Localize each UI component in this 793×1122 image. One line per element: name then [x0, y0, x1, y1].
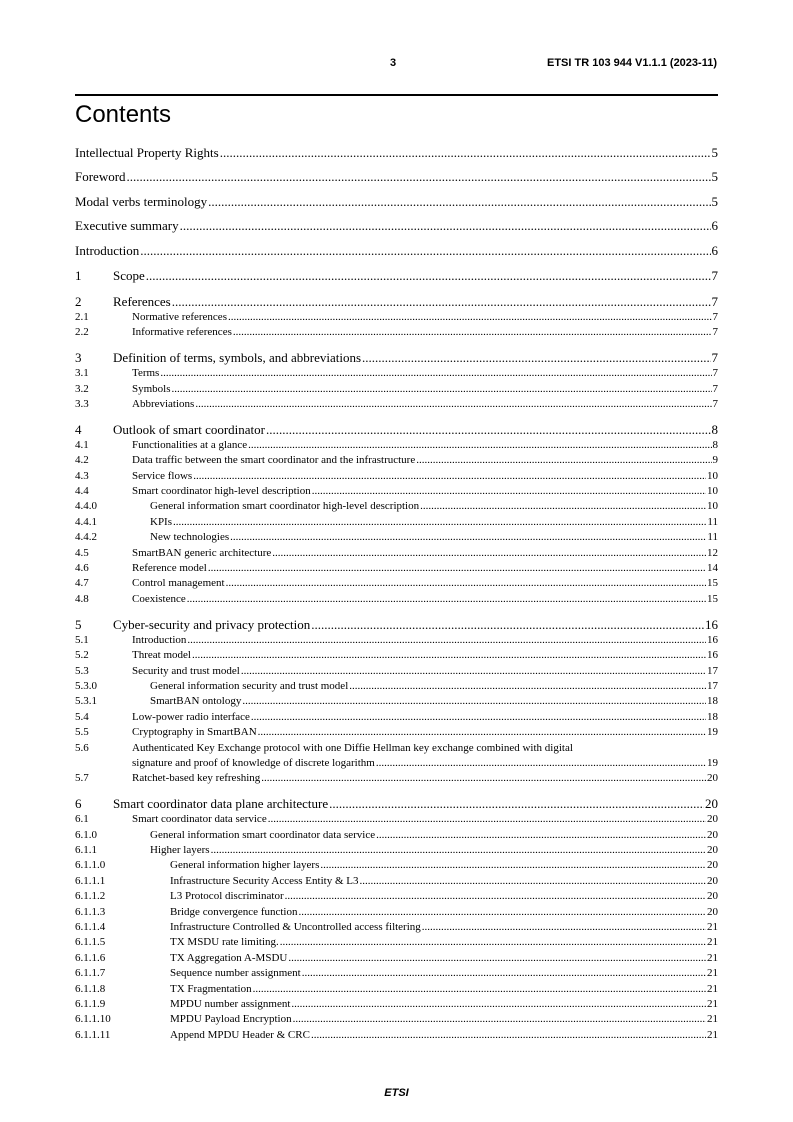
toc-entry-page: 10	[707, 485, 718, 498]
toc-entry-number: 6	[75, 796, 82, 812]
toc-leader-dots	[230, 530, 706, 545]
toc-entry-title: Abbreviations	[132, 397, 195, 410]
toc-entry-title: Scope	[113, 268, 145, 284]
toc-leader-dots	[261, 771, 706, 786]
toc-leader-dots	[180, 218, 711, 234]
toc-entry-number: 6.1.1.9	[75, 997, 106, 1010]
toc-entry[interactable]	[75, 469, 718, 484]
toc-leader-dots	[208, 194, 710, 210]
toc-leader-dots	[211, 843, 706, 858]
toc-entry-page: 7	[711, 268, 718, 284]
toc-entry[interactable]	[75, 935, 718, 950]
toc-entry-title: Terms	[132, 367, 160, 380]
toc-entry[interactable]	[75, 268, 718, 284]
toc-entry-title: General information smart coordinator data service	[150, 828, 376, 841]
toc-entry-number: 6.1.1.6	[75, 951, 106, 964]
toc-entry[interactable]	[75, 951, 718, 966]
toc-entry[interactable]	[75, 710, 718, 725]
toc-entry-title: Normative references	[132, 310, 227, 323]
toc-entry-number: 6.1.1.5	[75, 936, 106, 949]
toc-entry-number: 6.1.0	[75, 828, 97, 841]
toc-entry-title: Control management	[132, 577, 225, 590]
toc-entry-number: 4.6	[75, 562, 89, 575]
toc-entry[interactable]	[75, 828, 718, 843]
toc-entry-number: 5.6	[75, 741, 89, 754]
toc-entry[interactable]	[75, 741, 718, 756]
toc-entry[interactable]	[75, 843, 718, 858]
toc-leader-dots	[311, 1028, 706, 1043]
toc-entry-title: SmartBAN generic architecture	[132, 546, 272, 559]
toc-entry[interactable]	[75, 499, 718, 514]
header-rule	[75, 94, 718, 96]
toc-entry-number: 5.4	[75, 710, 89, 723]
toc-entry-page: 19	[707, 756, 718, 769]
toc-entry-number: 6.1.1.10	[75, 1013, 111, 1026]
toc-entry[interactable]	[75, 438, 718, 453]
toc-leader-dots	[195, 397, 711, 412]
toc-leader-dots	[193, 469, 706, 484]
toc-entry-page: 5	[711, 169, 718, 185]
toc-leader-dots	[233, 325, 712, 340]
toc-entry-number: 6.1.1.1	[75, 874, 106, 887]
toc-entry-page: 7	[711, 350, 718, 366]
toc-entry-title: TX Aggregation A-MSDU	[170, 951, 288, 964]
toc-entry-page: 20	[707, 844, 718, 857]
toc-entry-page: 10	[707, 469, 718, 482]
toc-entry-number: 5.3.0	[75, 679, 97, 692]
toc-leader-dots	[349, 679, 706, 694]
page-title: Contents	[75, 101, 172, 128]
toc-entry-title: General information smart coordinator high-level description	[150, 500, 420, 513]
toc-entry-number: 5.3	[75, 664, 89, 677]
toc-entry-page: 8	[712, 438, 718, 451]
toc-leader-dots	[192, 648, 706, 663]
toc-entry-number: 5.5	[75, 726, 89, 739]
toc-leader-dots	[220, 145, 711, 161]
toc-entry-page: 20	[707, 813, 718, 826]
toc-entry[interactable]	[75, 679, 718, 694]
toc-entry[interactable]	[75, 982, 718, 997]
toc-entry[interactable]	[75, 633, 718, 648]
toc-entry-page: 17	[707, 679, 718, 692]
toc-entry-number: 5.3.1	[75, 695, 97, 708]
toc-leader-dots	[376, 756, 706, 771]
toc-entry[interactable]	[75, 997, 718, 1012]
toc-entry-page: 20	[707, 905, 718, 918]
toc-leader-dots	[302, 966, 706, 981]
toc-leader-dots	[285, 889, 706, 904]
toc-entry-page: 20	[707, 859, 718, 872]
toc-entry-number: 4.7	[75, 577, 89, 590]
toc-entry-title: General information security and trust model	[150, 679, 349, 692]
toc-entry-title: Authenticated Key Exchange protocol with one Diffie Hellman key exchange combined with digital	[132, 741, 573, 754]
toc-leader-dots	[208, 561, 706, 576]
toc-entry-title: Informative references	[132, 326, 232, 339]
toc-entry-number: 6.1.1	[75, 844, 97, 857]
toc-entry-title: Executive summary	[75, 218, 179, 234]
toc-entry-number: 3.3	[75, 397, 89, 410]
toc-leader-dots	[320, 858, 706, 873]
toc-entry-page: 21	[707, 1028, 718, 1041]
toc-entry[interactable]	[75, 169, 718, 185]
toc-entry-page: 6	[711, 218, 718, 234]
toc-entry-title: Reference model	[132, 562, 207, 575]
toc-entry-title: Security and trust model	[132, 664, 240, 677]
toc-entry[interactable]	[75, 796, 718, 812]
toc-entry-title: Definition of terms, symbols, and abbreviations	[113, 350, 362, 366]
toc-entry-page: 11	[707, 531, 718, 544]
toc-entry-number: 2	[75, 293, 82, 309]
toc-entry-page: 18	[707, 695, 718, 708]
toc-leader-dots	[311, 617, 704, 633]
toc-entry-title: Infrastructure Controlled & Uncontrolled access filtering	[170, 921, 421, 934]
toc-entry-title: Bridge convergence function	[170, 905, 298, 918]
toc-entry[interactable]	[75, 858, 718, 873]
toc-entry-page: 21	[707, 982, 718, 995]
toc-entry-page: 17	[707, 664, 718, 677]
toc-leader-dots	[312, 484, 706, 499]
toc-leader-dots	[248, 438, 711, 453]
toc-entry[interactable]	[75, 561, 718, 576]
toc-entry-number: 3.1	[75, 367, 89, 380]
toc-entry[interactable]	[75, 694, 718, 709]
toc-entry-title: Intellectual Property Rights	[75, 145, 219, 160]
toc-entry[interactable]	[75, 874, 718, 889]
toc-entry-page: 21	[707, 921, 718, 934]
toc-entry-title: Functionalities at a glance	[132, 438, 248, 451]
toc-entry-title: MPDU Payload Encryption	[170, 1013, 292, 1026]
toc-entry[interactable]	[75, 664, 718, 679]
toc-entry-title: Ratchet-based key refreshing	[132, 772, 261, 785]
toc-entry-page: 12	[707, 546, 718, 559]
toc-entry[interactable]	[75, 310, 718, 325]
toc-leader-dots	[362, 350, 710, 366]
toc-entry-title: Low-power radio interface	[132, 710, 250, 723]
toc-entry[interactable]	[75, 366, 718, 381]
toc-entry[interactable]	[75, 905, 718, 920]
toc-entry-page: 11	[707, 515, 718, 528]
toc-entry-page: 5	[711, 193, 718, 209]
toc-entry-title: References	[113, 293, 171, 309]
toc-entry-page: 21	[707, 936, 718, 949]
toc-leader-dots	[242, 694, 706, 709]
toc-entry-number: 1	[75, 268, 82, 284]
toc-entry-title: SmartBAN ontology	[150, 695, 242, 708]
toc-entry[interactable]	[75, 382, 718, 397]
toc-entry[interactable]	[75, 966, 718, 981]
toc-entry-number: 6.1.1.3	[75, 905, 106, 918]
toc-entry-title: Symbols	[132, 382, 171, 395]
toc-entry[interactable]	[75, 218, 718, 234]
toc-entry-title: General information higher layers	[170, 859, 320, 872]
toc-entry-title: Threat model	[132, 649, 191, 662]
toc-entry-title: Cyber-security and privacy protection	[113, 616, 311, 632]
toc-entry-number: 4	[75, 421, 82, 437]
toc-entry-title: New technologies	[150, 531, 230, 544]
toc-leader-dots	[160, 366, 711, 381]
toc-entry-number: 3	[75, 350, 82, 366]
toc-entry[interactable]	[75, 294, 718, 310]
toc-leader-dots	[359, 874, 706, 889]
toc-entry-title: KPIs	[150, 515, 173, 528]
toc-entry-page: 16	[707, 649, 718, 662]
toc-entry[interactable]	[75, 194, 718, 210]
header-page-number: 3	[390, 57, 397, 69]
toc-leader-dots	[298, 905, 706, 920]
toc-entry[interactable]	[75, 920, 718, 935]
toc-leader-dots	[146, 268, 711, 284]
toc-entry-page: 21	[707, 1013, 718, 1026]
toc-entry-page: 21	[707, 967, 718, 980]
toc-entry[interactable]	[75, 145, 718, 161]
toc-entry[interactable]	[75, 397, 718, 412]
toc-entry-title: Cryptography in SmartBAN	[132, 726, 257, 739]
toc-entry-number: 4.1	[75, 438, 89, 451]
toc-entry-title: Sequence number assignment	[170, 967, 301, 980]
toc-entry-number: 6.1	[75, 813, 89, 826]
toc-entry-title: Coexistence	[132, 592, 186, 605]
toc-entry[interactable]	[75, 592, 718, 607]
toc-entry-title: TX MSDU rate limiting.	[170, 936, 279, 949]
toc-entry-number: 4.4.0	[75, 500, 97, 513]
toc-leader-dots	[291, 997, 706, 1012]
toc-entry-page: 19	[707, 726, 718, 739]
toc-entry-number: 6.1.1.2	[75, 890, 106, 903]
toc-entry[interactable]	[75, 515, 718, 530]
toc-entry-title: L3 Protocol discriminator	[170, 890, 284, 903]
toc-entry-page: 7	[712, 397, 718, 410]
toc-entry-page: 20	[707, 828, 718, 841]
toc-entry-title: Smart coordinator data service	[132, 813, 267, 826]
toc-entry-page: 10	[707, 500, 718, 513]
toc-leader-dots	[226, 576, 706, 591]
toc-entry-number: 4.8	[75, 592, 89, 605]
toc-entry-page: 16	[707, 633, 718, 646]
toc-leader-dots	[293, 1012, 706, 1027]
toc-entry[interactable]	[75, 812, 718, 827]
toc-entry[interactable]	[75, 422, 718, 438]
toc-entry-page: 16	[705, 616, 718, 632]
toc-entry-number: 2.2	[75, 326, 89, 339]
toc-entry-title: MPDU number assignment	[170, 997, 291, 1010]
toc-entry-title: Smart coordinator high-level description	[132, 485, 311, 498]
toc-entry-title-continuation: signature and proof of knowledge of discrete logarithm	[132, 756, 375, 769]
toc-entry-page: 7	[712, 326, 718, 339]
toc-entry[interactable]	[75, 1012, 718, 1027]
toc-entry-title: Data traffic between the smart coordinator and the infrastructure	[132, 454, 416, 467]
toc-entry-number: 5.7	[75, 772, 89, 785]
toc-entry-page: 8	[711, 421, 718, 437]
toc-entry-number: 5.1	[75, 633, 89, 646]
toc-entry-number: 2.1	[75, 310, 89, 323]
toc-entry-page: 21	[707, 997, 718, 1010]
toc-entry-page: 6	[711, 242, 718, 258]
toc-leader-dots	[266, 422, 711, 438]
toc-leader-dots	[253, 982, 706, 997]
toc-leader-dots	[172, 294, 711, 310]
toc-entry-number: 3.2	[75, 382, 89, 395]
toc-entry-page: 20	[707, 772, 718, 785]
toc-entry-number: 6.1.1.7	[75, 967, 106, 980]
toc-entry-page: 20	[705, 796, 718, 812]
toc-entry[interactable]	[75, 725, 718, 740]
toc-entry[interactable]	[75, 530, 718, 545]
toc-leader-dots	[187, 633, 706, 648]
toc-entry-number: 4.3	[75, 469, 89, 482]
toc-entry-title: Introduction	[75, 242, 140, 258]
toc-entry-page: 20	[707, 874, 718, 887]
toc-entry-page: 7	[712, 310, 718, 323]
toc-leader-dots	[329, 796, 704, 812]
toc-entry-page: 9	[712, 454, 718, 467]
toc-entry-number: 6.1.1.4	[75, 921, 106, 934]
toc-leader-dots	[251, 710, 706, 725]
toc-leader-dots	[288, 951, 706, 966]
toc-leader-dots	[422, 920, 706, 935]
toc-entry-number: 5.2	[75, 649, 89, 662]
toc-leader-dots	[241, 664, 706, 679]
toc-entry-number: 5	[75, 616, 82, 632]
toc-leader-dots	[420, 499, 706, 514]
footer-etsi: ETSI	[384, 1087, 409, 1099]
toc-entry-page: 15	[707, 592, 718, 605]
toc-leader-dots	[376, 828, 706, 843]
toc-entry-title: Foreword	[75, 169, 126, 185]
toc-entry-number: 6.1.1.11	[75, 1028, 111, 1041]
toc-leader-dots	[258, 725, 706, 740]
toc-entry-title: Modal verbs terminology	[75, 193, 208, 209]
toc-entry-page: 21	[707, 951, 718, 964]
toc-entry-title: Smart coordinator data plane architecture	[113, 796, 329, 812]
toc-entry-page: 7	[712, 367, 718, 380]
toc-entry-title: Higher layers	[150, 844, 210, 857]
toc-entry-number: 4.4.2	[75, 531, 97, 544]
toc-entry-page: 20	[707, 890, 718, 903]
toc-entry-number: 4.4	[75, 485, 89, 498]
toc-entry[interactable]	[75, 889, 718, 904]
toc-entry-title: Outlook of smart coordinator	[113, 421, 265, 437]
toc-leader-dots	[272, 546, 706, 561]
toc-entry-number: 6.1.1.0	[75, 859, 106, 872]
toc-leader-dots	[172, 382, 712, 397]
toc-entry[interactable]	[75, 617, 718, 633]
toc-entry-page: 14	[707, 562, 718, 575]
toc-leader-dots	[416, 453, 711, 468]
toc-entry-title: Infrastructure Security Access Entity & L3	[170, 874, 359, 887]
header-document-id: ETSI TR 103 944 V1.1.1 (2023-11)	[547, 57, 717, 69]
toc-leader-dots	[228, 310, 712, 325]
toc-entry-page: 5	[711, 145, 718, 160]
toc-entry[interactable]	[75, 350, 718, 366]
toc-leader-dots	[268, 812, 706, 827]
toc-leader-dots	[187, 592, 706, 607]
toc-entry-number: 4.2	[75, 454, 89, 467]
toc-entry-title: Append MPDU Header & CRC	[170, 1028, 310, 1041]
toc-leader-dots	[127, 169, 711, 185]
toc-entry-number: 4.4.1	[75, 515, 97, 528]
toc-leader-dots	[140, 243, 710, 259]
toc-entry[interactable]	[75, 453, 718, 468]
toc-entry-title: Introduction	[132, 633, 187, 646]
toc-entry[interactable]	[75, 576, 718, 591]
toc-entry[interactable]	[75, 648, 718, 663]
toc-entry-title: TX Fragmentation	[170, 982, 252, 995]
toc-leader-dots	[173, 515, 706, 530]
toc-entry[interactable]	[75, 325, 718, 340]
toc-entry-page: 15	[707, 577, 718, 590]
toc-entry[interactable]	[75, 546, 718, 561]
table-of-contents	[75, 145, 718, 1043]
toc-entry-page: 7	[712, 382, 718, 395]
toc-entry-page: 7	[711, 293, 718, 309]
toc-leader-dots	[280, 935, 706, 950]
toc-entry[interactable]	[75, 1028, 718, 1043]
toc-entry-title: Service flows	[132, 469, 193, 482]
toc-entry[interactable]	[75, 484, 718, 499]
toc-entry-number: 6.1.1.8	[75, 982, 106, 995]
toc-entry[interactable]	[75, 243, 718, 259]
toc-entry[interactable]	[75, 771, 718, 786]
toc-entry-number: 4.5	[75, 546, 89, 559]
toc-entry-continuation[interactable]	[75, 756, 718, 771]
toc-entry-page: 18	[707, 710, 718, 723]
